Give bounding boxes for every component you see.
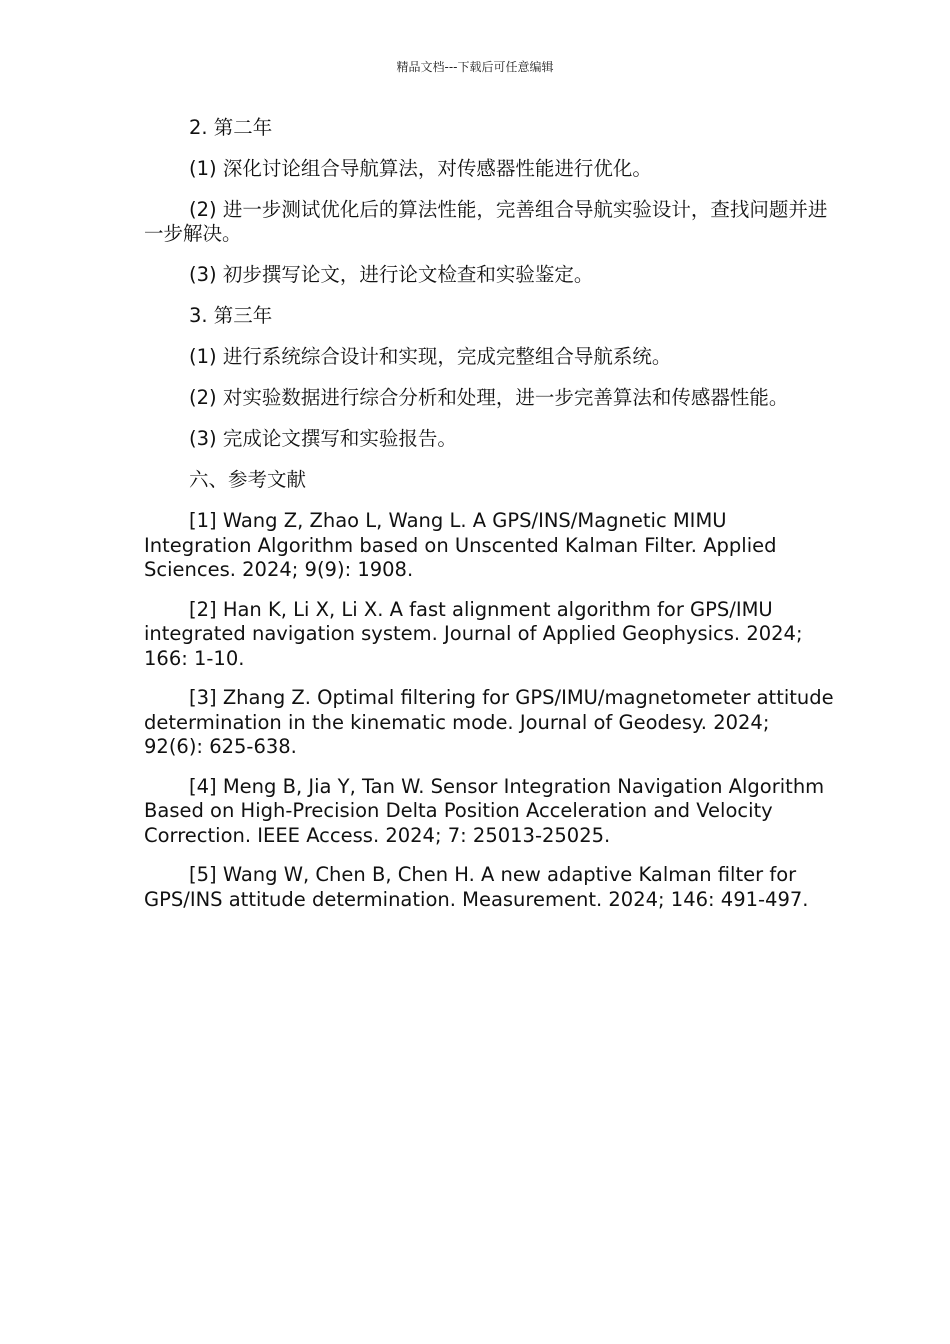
- year2-item-2: (2) 进一步测试优化后的算法性能，完善组合导航实验设计，查找问题并进一步解决。: [144, 198, 828, 245]
- year2-heading: 2. 第二年: [189, 116, 273, 139]
- reference-item: [2] Han K, Li X, Li X. A fast alignment algorithm for GPS/IMU integrated navigation system. Journal of Applied Geophysics. 2024; 166: 1-10.: [144, 597, 803, 670]
- year2-item-3: (3) 初步撰写论文，进行论文检查和实验鉴定。: [189, 263, 594, 286]
- year2-item-1: (1) 深化讨论组合导航算法，对传感器性能进行优化。: [189, 157, 652, 180]
- reference-item: [5] Wang W, Chen B, Chen H. A new adaptive Kalman filter for GPS/INS attitude determination. Measurement. 2024; 146: 491-497.: [144, 863, 809, 911]
- reference-item: [4] Meng B, Jia Y, Tan W. Sensor Integration Navigation Algorithm Based on High-Precision Delta Position Acceleration and Velocity Correction. IEEE Access. 2024; 7: 25013-25025.: [144, 774, 825, 847]
- reference-item: [1] Wang Z, Zhao L, Wang L. A GPS/INS/Magnetic MIMU Integration Algorithm based on Unscented Kalman Filter. Applied Sciences. 2024; 9(9): 1908.: [144, 509, 777, 581]
- reference-item: [3] Zhang Z. Optimal filtering for GPS/IMU/magnetometer attitude determination in the kinematic mode. Journal of Geodesy. 2024; 92(6): 625-638.: [144, 686, 834, 758]
- year3-item-3: (3) 完成论文撰写和实验报告。: [189, 427, 457, 450]
- year3-item-1: (1) 进行系统综合设计和实现，完成完整组合导航系统。: [189, 345, 672, 368]
- page-header: 精品文档---下载后可任意编辑: [396, 60, 554, 74]
- document-body: [144, 116, 834, 927]
- references-heading: 六、参考文献: [189, 468, 307, 491]
- year3-item-2: (2) 对实验数据进行综合分析和处理，进一步完善算法和传感器性能。: [189, 386, 789, 409]
- year3-heading: 3. 第三年: [189, 304, 273, 327]
